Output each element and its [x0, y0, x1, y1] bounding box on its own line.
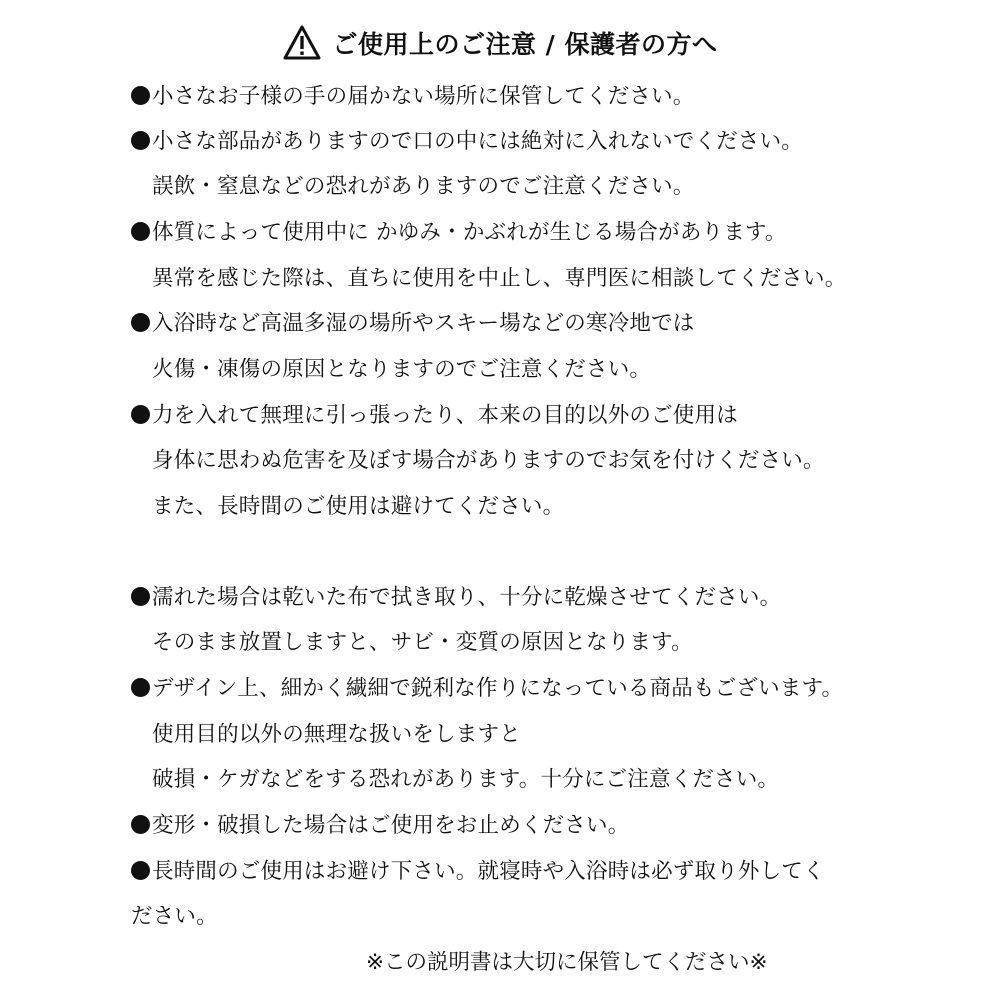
list-item [131, 307, 695, 341]
item-text: 入浴時など高温多湿の場所やスキー場などの寒冷地では [152, 311, 695, 336]
item-continuation: 誤飲・窒息などの恐れがありますのでご注意ください。 [152, 174, 695, 199]
bullet-icon [131, 587, 150, 606]
list-item [131, 581, 781, 615]
bullet-icon [131, 815, 150, 834]
list-item [131, 855, 825, 889]
list-item [131, 125, 803, 159]
item-continuation: 火傷・凍傷の原因となりますのでご注意ください。 [152, 357, 652, 382]
item-text: 小さな部品がありますので口の中には絶対に入れないでください。 [152, 129, 804, 154]
item-continuation: 破損・ケガなどをする恐れがあります。十分にご注意ください。 [152, 767, 780, 792]
page-title: ご使用上のご注意 / 保護者の方へ [332, 30, 718, 59]
item-text: 力を入れて無理に引っ張ったり、本来の目的以外のご使用は [152, 403, 738, 428]
bullet-icon [131, 861, 150, 880]
warning-triangle-icon [282, 24, 322, 62]
item-continuation: ださい。 [131, 904, 218, 929]
bullet-icon [131, 313, 150, 332]
item-text: 変形・破損した場合はご使用をお止めください。 [152, 813, 630, 838]
item-text: 体質によって使用中に かゆみ・かぶれが生じる場合があります。 [152, 220, 787, 245]
bullet-icon [131, 678, 150, 697]
notice-header [0, 18, 1000, 68]
list-item [131, 672, 843, 706]
item-continuation: 使用目的以外の無理な扱いをしますと [152, 722, 521, 747]
list-item [131, 80, 695, 114]
item-text: 長時間のご使用はお避け下さい。就寝時や入浴時は必ず取り外してく [152, 859, 825, 884]
item-continuation: また、長時間のご使用は避けてください。 [152, 494, 565, 519]
item-continuation: 異常を感じた際は、直ちに使用を中止し、専門医に相談してください。 [152, 266, 847, 291]
bullet-icon [131, 86, 150, 105]
item-continuation: そのまま放置しますと、サビ・変質の原因となります。 [152, 630, 693, 655]
item-text: 小さなお子様の手の届かない場所に保管してください。 [152, 84, 695, 109]
footer-note: ※この説明書は大切に保管してください※ [366, 950, 768, 975]
item-text: デザイン上、細かく繊細で鋭利な作りになっている商品もございます。 [152, 676, 844, 701]
item-text: 濡れた場合は乾いた布で拭き取り、十分に乾燥させてください。 [152, 585, 782, 610]
bullet-icon [131, 131, 150, 150]
bullet-icon [131, 222, 150, 241]
list-item [131, 216, 787, 250]
item-continuation: 身体に思わぬ危害を及ぼす場合がありますのでお気を付けください。 [152, 448, 825, 473]
list-item [131, 399, 738, 433]
list-item [131, 809, 629, 843]
bullet-icon [131, 405, 150, 424]
